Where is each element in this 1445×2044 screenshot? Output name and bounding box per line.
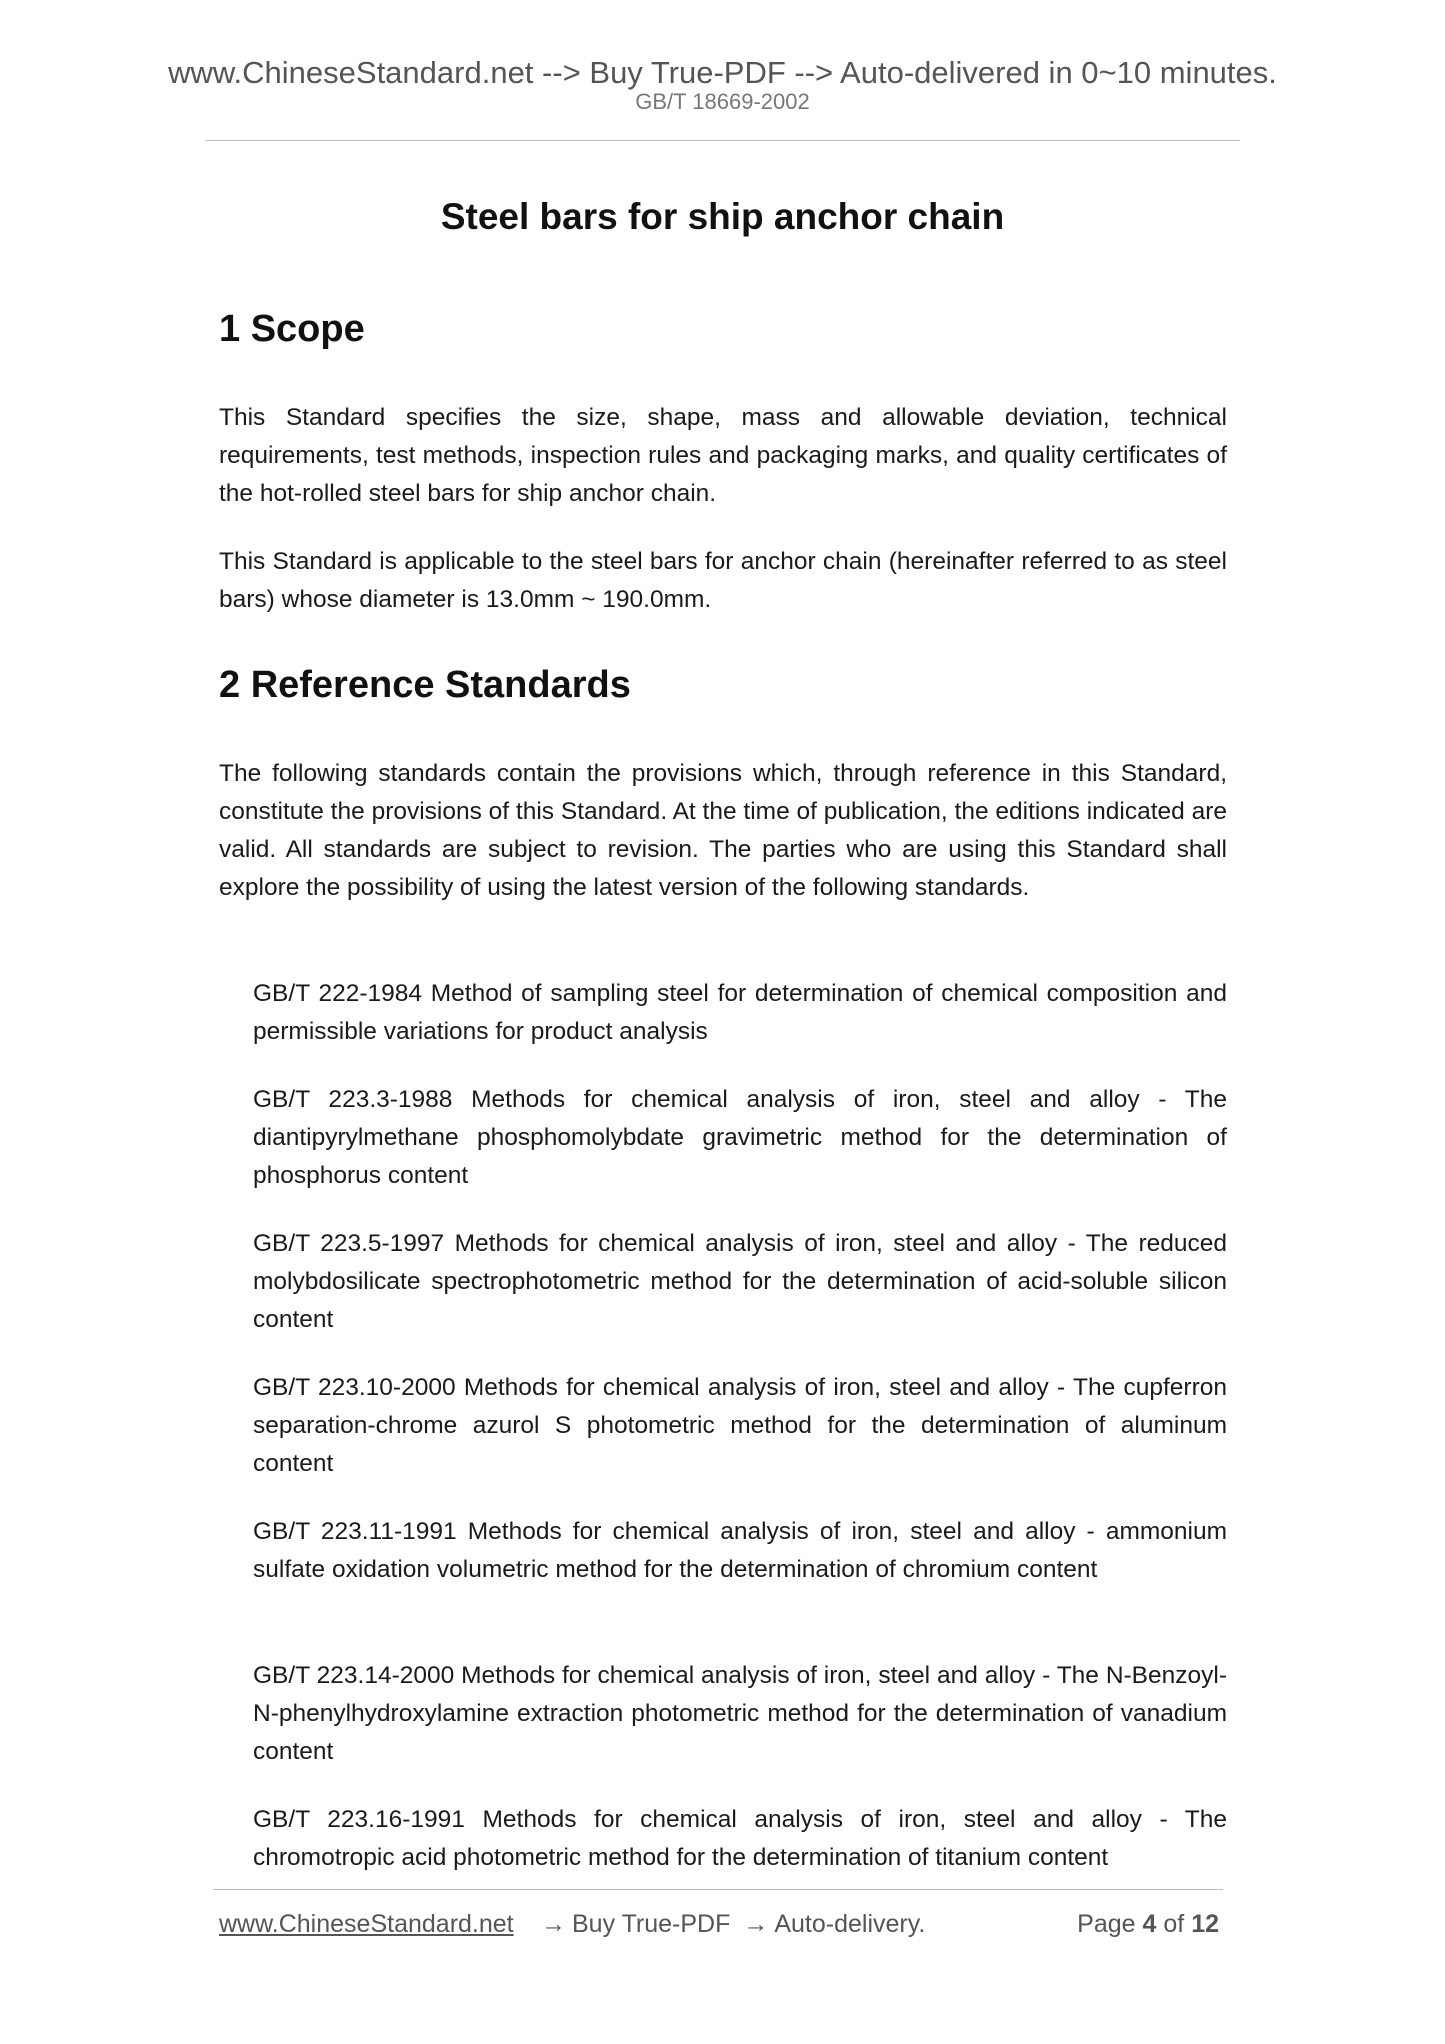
reference-item: GB/T 222-1984 Method of sampling steel for determination of chemical composition and permissible variations for product analysis <box>253 980 1227 1045</box>
scope-paragraph-1: This Standard specifies the size, shape, mass and allowable deviation, technical requirements, test methods, inspection rules and packaging marks, and quality certificates of the hot-rolled steel bars for ship anchor chain. <box>219 404 1227 507</box>
document-code: GB/T 18669-2002 <box>635 89 810 114</box>
of-label: of <box>1163 1910 1185 1938</box>
footer-buy-text: Buy True-PDF <box>572 1910 731 1938</box>
reference-item: GB/T 223.3-1988 Methods for chemical analysis of iron, steel and alloy - The diantipyrylmethane phosphomolybdate gravimetric method for the determination of phosphorus content <box>253 1086 1227 1189</box>
reference-item: GB/T 223.11-1991 Methods for chemical analysis of iron, steel and alloy - ammonium sulfate oxidation volumetric method for the determination of chromium content <box>253 1518 1227 1583</box>
page-total: 12 <box>1191 1910 1219 1938</box>
section-heading-references: 2 Reference Standards <box>219 664 631 706</box>
reference-item: GB/T 223.14-2000 Methods for chemical analysis of iron, steel and alloy - The N-Benzoyl-N-phenylhydroxylamine extraction photometric method for the determination of vanadium content <box>253 1662 1227 1765</box>
arrow-right-icon: → <box>743 1910 769 1938</box>
footer-promo <box>535 1910 925 1939</box>
footer-divider <box>213 1889 1223 1890</box>
reference-item: GB/T 223.10-2000 Methods for chemical analysis of iron, steel and alloy - The cupferron separation-chrome azurol S photometric method for the determination of aluminum content <box>253 1374 1227 1477</box>
header-divider <box>205 140 1240 141</box>
page-label: Page <box>1077 1910 1136 1938</box>
section-heading-scope: 1 Scope <box>219 308 365 350</box>
page-current: 4 <box>1142 1910 1157 1938</box>
reference-item: GB/T 223.16-1991 Methods for chemical analysis of iron, steel and alloy - The chromotropic acid photometric method for the determination of titanium content <box>253 1806 1227 1871</box>
top-banner[interactable]: www.ChineseStandard.net --> Buy True-PDF --> Auto-delivered in 0~10 minutes. <box>168 55 1277 90</box>
footer-website-link[interactable]: www.ChineseStandard.net <box>219 1910 514 1938</box>
page-footer <box>219 1910 1223 1946</box>
page-indicator <box>1077 1910 1219 1939</box>
scope-paragraph-2: This Standard is applicable to the steel bars for anchor chain (hereinafter referred to as steel bars) whose diameter is 13.0mm ~ 190.0mm. <box>219 548 1227 613</box>
references-intro: The following standards contain the provisions which, through reference in this Standard, constitute the provisions of this Standard. At the time of publication, the editions indicated are valid. All standards are subject to revision. The parties who are using this Standard shall explore the possibility of using the latest version of the following standards. <box>219 760 1227 901</box>
document-title: Steel bars for ship anchor chain <box>440 196 1005 237</box>
arrow-right-icon: → <box>541 1910 566 1938</box>
reference-item: GB/T 223.5-1997 Methods for chemical analysis of iron, steel and alloy - The reduced molybdosilicate spectrophotometric method for the determination of acid-soluble silicon content <box>253 1230 1227 1333</box>
footer-delivery-text: Auto-delivery. <box>774 1910 926 1938</box>
